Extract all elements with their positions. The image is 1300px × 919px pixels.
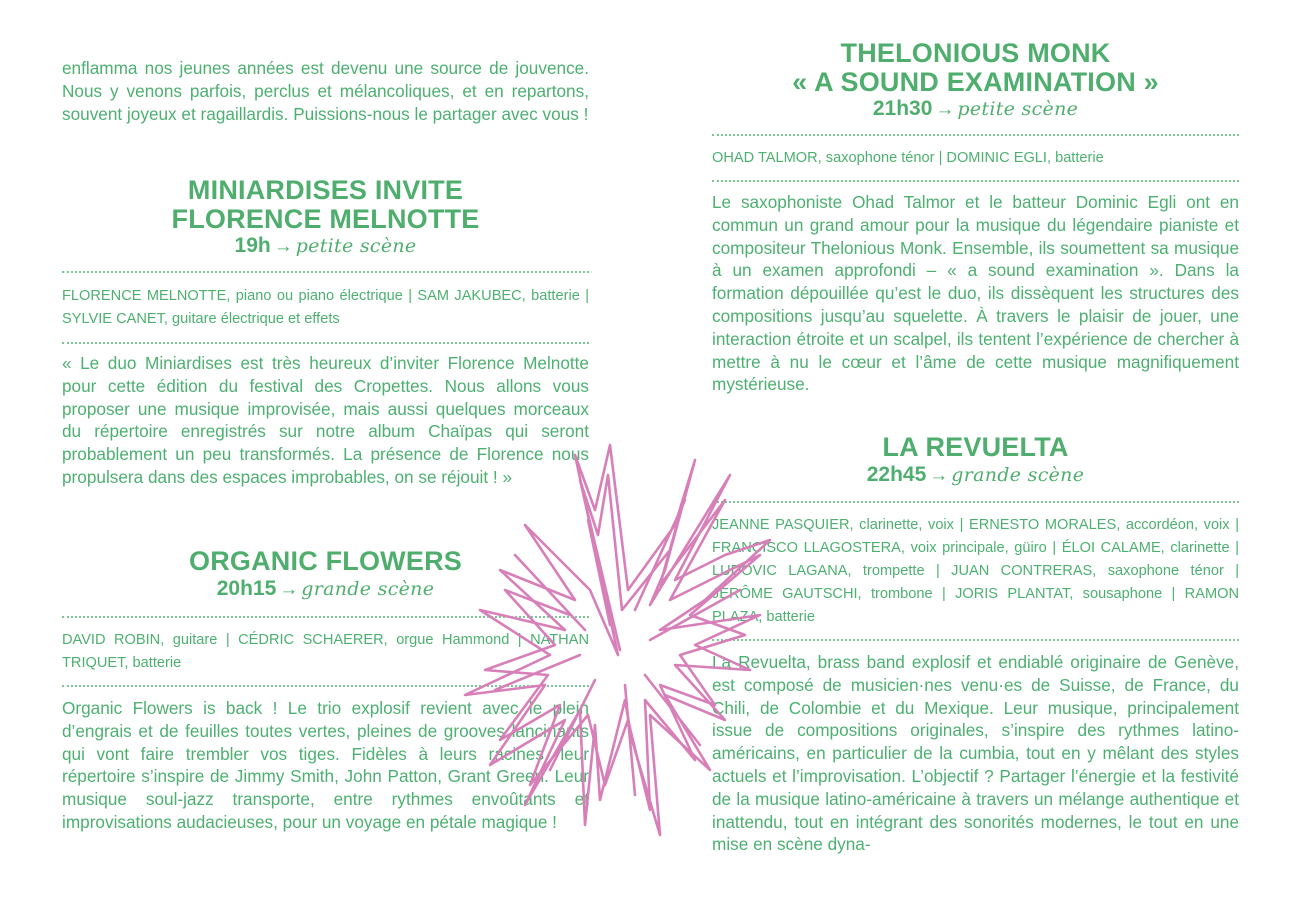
event-time: 20h15 [216,576,277,600]
event-title-line: LA REVUELTA [882,432,1069,462]
event-musicians: JEANNE PASQUIER, clarinette, voix | ERNESTO MORALES, accordéon, voix | FRANCISCO LLAGOSTERA, voix principale, güiro | ÉLOI CALAME, clarinette | LUDOVIC LAGANA, trompette | JUAN CONTRERAS, saxophone ténor | JÉRÔME GAUTSCHI, trombone | JORIS PLANTAT, sousaphone | RAMON PLAZA, batterie [712,517,1239,625]
arrow-right-icon: → [935,99,955,120]
arrow-right-icon: → [929,464,949,486]
event-title-line: « A SOUND EXAMINATION » [792,66,1159,97]
event-description: La Revuelta, brass band explosif et endiablé originaire de Genève, est composé de musicien·nes venu·es de Suisse, de France, du Chili, de Colombie et du Mexique. Leur musique, principalement issue de compositions originales, s’inspire des rythmes latino-américains, en particulier de la cumbia, tout en y mêlant des styles actuels et l’improvisation. L’objectif ? Partager l’énergie et la festivité de la musique latino-américaine à travers un mélange authentique et inattendu, tout en intégrant des sonorités modernes, le tout en une mise en scène dyna- [712,652,1239,855]
dotted-divider [712,180,1239,182]
event-title [712,433,1239,462]
event-time: 21h30 [872,97,933,120]
event-title-line: MINIARDISES INVITE [187,175,464,205]
event-stage: petite scène [957,98,1079,120]
arrow-right-icon: → [273,236,293,257]
dotted-divider [712,501,1239,503]
event-title [62,176,589,233]
dotted-divider [62,342,589,344]
intro-paragraph: enflamma nos jeunes années est devenu une source de jouvence. Nous y venons parfois, perclus et mélancoliques, et en repartons, souvent joyeux et ragaillardis. Puissions-nous le partager avec vous ! [62,58,589,124]
event-time-stage [712,463,1239,487]
dotted-divider [62,271,589,273]
event-title-line: THELONIOUS MONK [840,38,1111,68]
dotted-divider [712,134,1239,136]
event-musicians: FLORENCE MELNOTTE, piano ou piano électrique | SAM JAKUBEC, batterie | SYLVIE CANET, guitare électrique et effets [62,288,589,327]
event-time: 22h45 [866,462,927,486]
event-description: Organic Flowers is back ! Le trio explosif revient avec le plein d’engrais et de feuilles toutes vertes, pleines de grooves lancinants qui vont faire trembler vos tiges. Fidèles à leurs racines, leur répertoire s’inspire de Jimmy Smith, John Patton, Grant Green. Leur musique soul-jazz transporte, entre rythmes envoûtants et improvisations audacieuses, pour un voyage en pétale magique ! [62,698,589,832]
event-stage: grande scène [951,463,1085,486]
event-title-line: FLORENCE MELNOTTE [171,203,480,234]
event-title [712,39,1239,96]
event-stage: petite scène [295,235,417,257]
event-description: « Le duo Miniardises est très heureux d’inviter Florence Melnotte pour cette édition du festival des Cropettes. Nous allons vous proposer une musique improvisée, mais aussi quelques morceaux du répertoire enregistrés sur notre album Chaïpas qui seront probablement un peu transformés. La présence de Florence nous propulsera dans des espaces improbables, on se réjouit ! » [62,353,589,487]
arrow-right-icon: → [279,578,299,600]
event-musicians: DAVID ROBIN, guitare | CÉDRIC SCHAERER, orgue Hammond | NATHAN TRIQUET, batterie [62,632,589,671]
event-la-revuelta [712,433,1239,487]
event-time-stage [712,97,1239,121]
event-time: 19h [234,234,271,257]
event-title-line: ORGANIC FLOWERS [189,546,462,576]
event-time-stage [62,234,589,258]
event-thelonious-monk [712,39,1239,121]
event-description: Le saxophoniste Ohad Talmor et le batteur Dominic Egli ont en commun un grand amour pour la musique du légendaire pianiste et compositeur Thelonious Monk. Ensemble, ils soumettent sa musique à un examen approfondi – « a sound examination ». Dans la formation dépouillée qu’est le duo, ils dissèquent les structures des compositions jusqu’au squelette. À travers le plaisir de jouer, une interaction étroite et un scalpel, ils tentent l’expérience de chercher à mettre à nu le cœur et l’âme de cette musique magnifiquement mystérieuse. [712,192,1239,395]
event-stage: grande scène [301,577,435,600]
dotted-divider [712,639,1239,641]
star-strokes [465,445,770,835]
star-burst-icon [460,440,780,840]
event-musicians: OHAD TALMOR, saxophone ténor | DOMINIC EGLI, batterie [712,150,1104,166]
event-miniardises [62,176,589,258]
